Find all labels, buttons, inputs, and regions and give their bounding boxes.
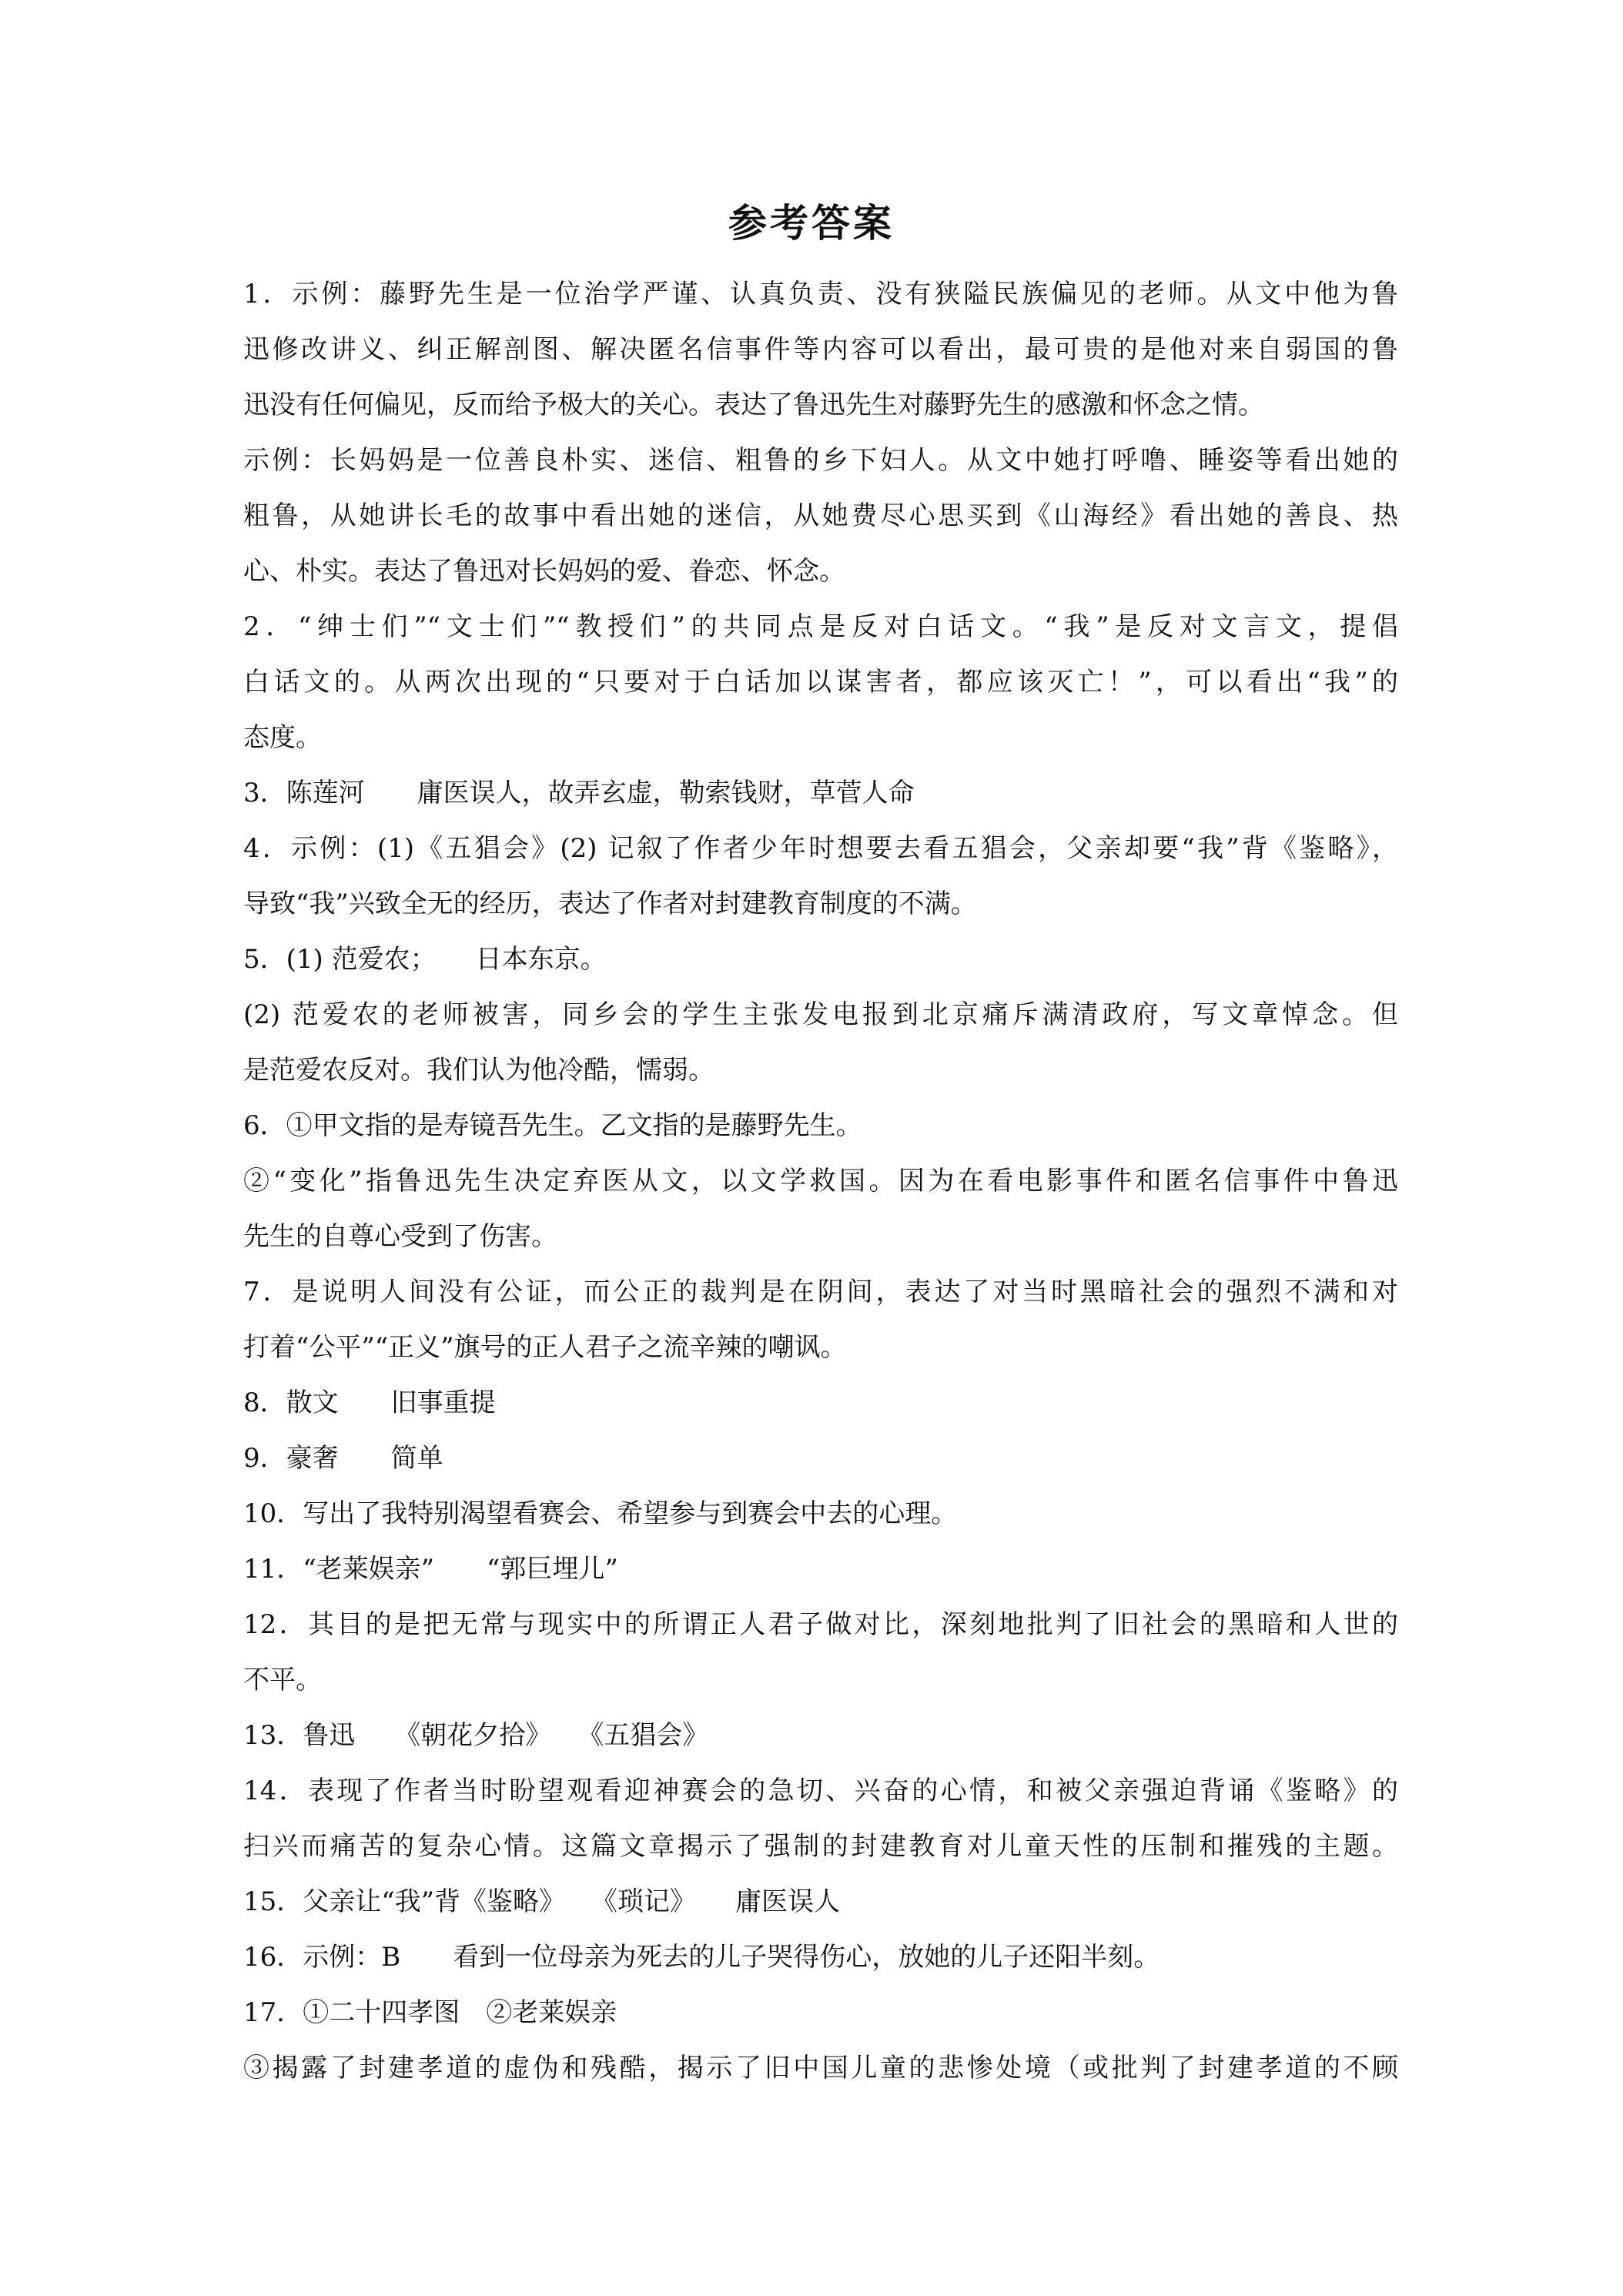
text-line: 态度。 <box>243 722 322 753</box>
text-line: 4．示例：(1)《五猖会》(2) 记叙了作者少年时想要去看五猖会，父亲却要“我”背《鉴略》， <box>243 833 1398 864</box>
text-line: 3．陈莲河 庸医误人，故弄玄虚，勒索钱财，草菅人命 <box>243 778 915 808</box>
text-line: ②“变化”指鲁迅先生决定弃医从文，以文学救国。因为在看电影事件和匿名信事件中鲁迅 <box>243 1166 1398 1197</box>
text-line: 13．鲁迅 《朝花夕拾》 《五猖会》 <box>243 1720 709 1751</box>
text-line: 16．示例：B 看到一位母亲为死去的儿子哭得伤心，放她的儿子还阳半刻。 <box>243 1942 1160 1973</box>
text-line: ③揭露了封建孝道的虚伪和残酷，揭示了旧中国儿童的悲惨处境（或批判了封建孝道的不顾 <box>243 2053 1398 2083</box>
text-line: 不平。 <box>243 1665 322 1695</box>
text-line: (2) 范爱农的老师被害，同乡会的学生主张发电报到北京痛斥满清政府，写文章悼念。但 <box>243 999 1398 1030</box>
text-line: 先生的自尊心受到了伤害。 <box>243 1221 557 1252</box>
text-line: 9．豪奢 简单 <box>243 1443 443 1474</box>
text-line: 迅没有任何偏见，反而给予极大的关心。表达了鲁迅先生对藤野先生的感激和怀念之情。 <box>243 390 1264 420</box>
text-line: 打着“公平”“正义”旗号的正人君子之流辛辣的嘲讽。 <box>243 1332 847 1363</box>
text-line: 导致“我”兴致全无的经历，表达了作者对封建教育制度的不满。 <box>243 889 977 919</box>
text-line: 10．写出了我特别渴望看赛会、希望参与到赛会中去的心理。 <box>243 1498 958 1529</box>
text-line: 粗鲁，从她讲长毛的故事中看出她的迷信，从她费尽心思买到《山海经》看出她的善良、热 <box>243 500 1398 531</box>
text-line: 14．表现了作者当时盼望观看迎神赛会的急切、兴奋的心情，和被父亲强迫背诵《鉴略》的 <box>243 1776 1398 1806</box>
text-line: 扫兴而痛苦的复杂心情。这篇文章揭示了强制的封建教育对儿童天性的压制和摧残的主题。 <box>243 1831 1398 1862</box>
text-line: 12．其目的是把无常与现实中的所谓正人君子做对比，深刻地批判了旧社会的黑暗和人世的 <box>243 1609 1398 1640</box>
text-line: 5．(1) 范爱农； 日本东京。 <box>243 944 607 975</box>
text-line: 6．①甲文指的是寿镜吾先生。乙文指的是藤野先生。 <box>243 1110 862 1141</box>
text-line: 示例：长妈妈是一位善良朴实、迷信、粗鲁的乡下妇人。从文中她打呼噜、睡姿等看出她的 <box>243 445 1398 476</box>
text-line: 迅修改讲义、纠正解剖图、解决匿名信事件等内容可以看出，最可贵的是他对来自弱国的鲁 <box>243 334 1398 365</box>
text-line: 11．“老莱娱亲” “郭巨埋儿” <box>243 1554 618 1585</box>
text-line: 15．父亲让“我”背《鉴略》 《琐记》 庸医误人 <box>243 1886 841 1917</box>
text-line: 17．①二十四孝图 ②老莱娱亲 <box>243 1997 617 2028</box>
page-title: 参考答案 <box>728 201 895 246</box>
text-line: 7．是说明人间没有公证，而公正的裁判是在阴间，表达了对当时黑暗社会的强烈不满和对 <box>243 1277 1398 1307</box>
text-line: 8．散文 旧事重提 <box>243 1387 496 1418</box>
text-line: 1．示例：藤野先生是一位治学严谨、认真负责、没有狭隘民族偏见的老师。从文中他为鲁 <box>243 279 1398 310</box>
text-line: 是范爱农反对。我们认为他冷酷，懦弱。 <box>243 1055 714 1086</box>
text-line: 心、朴实。表达了鲁迅对长妈妈的爱、眷恋、怀念。 <box>243 556 845 587</box>
text-line: 白话文的。从两次出现的“只要对于白话加以谋害者，都应该灭亡！”，可以看出“我”的 <box>243 667 1398 698</box>
answer-body <box>243 266 1398 2096</box>
text-line: 2．“绅士们”“文士们”“教授们”的共同点是反对白话文。“我”是反对文言文，提倡 <box>243 611 1398 642</box>
